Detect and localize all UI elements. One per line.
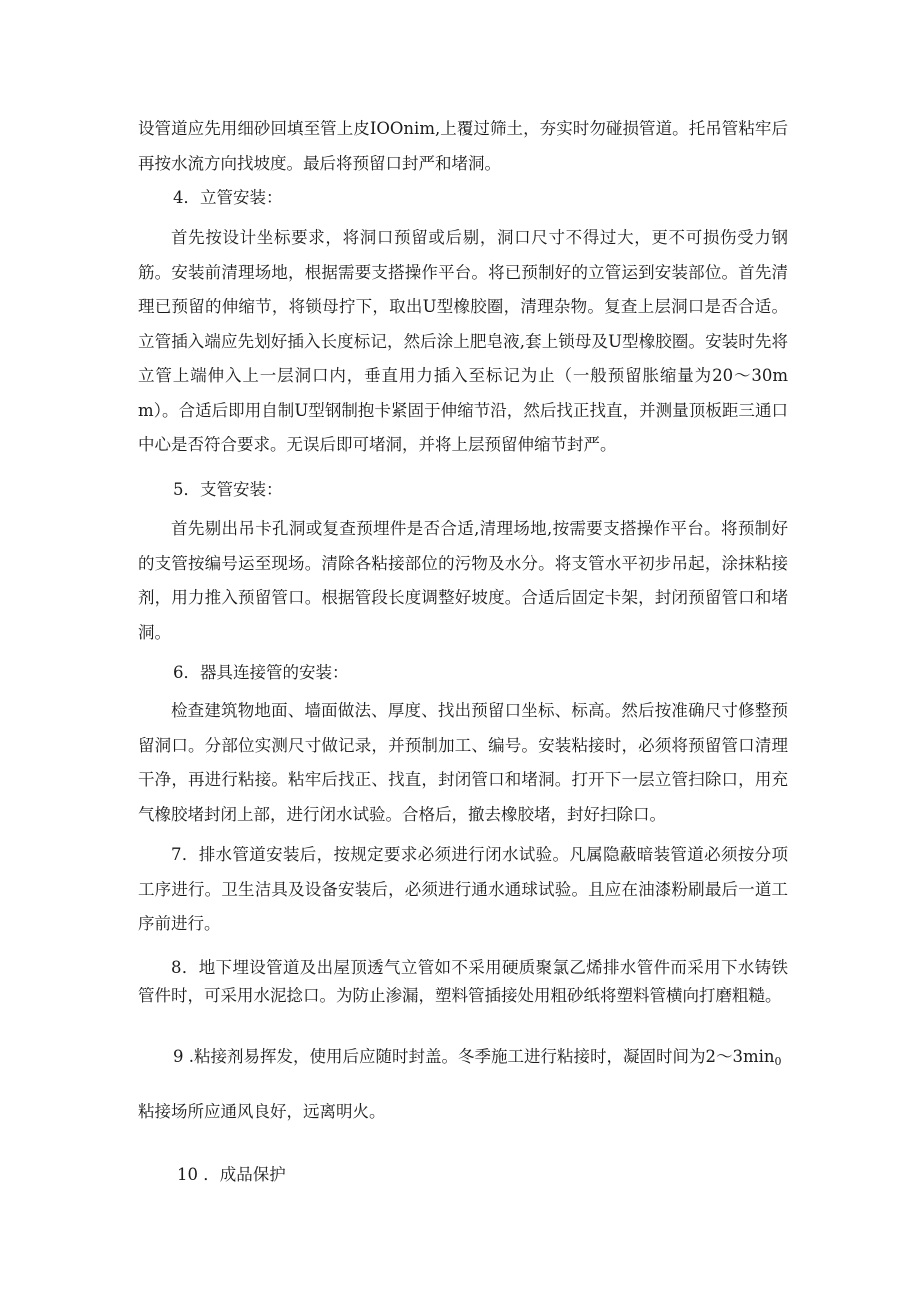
paragraph-underground-pipe: 8．地下埋设管道及出屋顶透气立管如不采用硬质聚氯乙烯排水管件而采用下水铸铁管件时，可采用水泥捻口。为防止渗漏，塑料管插接处用粗砂纸将塑料管横向打磨粗糙。 [138,958,788,1005]
paragraph-intro: 设管道应先用细砂回填至管上皮IOOnim,上覆过筛土，夯实时勿碰损管道。托吊管粘牢后再按水流方向找坡度。最后将预留口封严和堵洞。 [138,119,788,173]
paragraph-fixture-connection: 检查建筑物地面、墙面做法、厚度、找出预留口坐标、标高。然后按准确尺寸修整预留洞口。分部位实测尺寸做记录，并预制加工、编号。安装粘接时，必须将预留管口清理干净，再进行粘接。粘牢后找正、找直，封闭管口和堵洞。打开下一层立管扫除口，用充气橡胶堵封闭上部，进行闭水试验。合格后，撤去橡胶堵，封好扫除口。 [138,701,788,824]
paragraph-drain-test: 7．排水管道安装后，按规定要求必须进行闭水试验。凡属隐蔽暗装管道必须按分项工序进行。卫生洁具及设备安装后，必须进行通水通球试验。且应在油漆粉刷最后一道工序前进行。 [138,845,788,933]
paragraph-adhesive-cont: 粘接场所应通风良好，远离明火。 [138,1102,386,1121]
heading-branch-install: 5．支管安装： [173,480,283,499]
heading-product-protection: 10 ．成品保护 [177,1165,286,1184]
paragraph-branch-install: 首先剔出吊卡孔洞或复查预埋件是否合适,清理场地,按需要支搭操作平台。将预制好的支管按编号运至现场。清除各粘接部位的污物及水分。将支管水平初步吊起，涂抹粘接剂，用力推入预留管口。根据管段长度调整好坡度。合适后固定卡架，封闭预留管口和堵洞。 [138,519,788,642]
adhesive-text: 9 .粘接剂易挥发，使用后应随时封盖。冬季施工进行粘接时，凝固时间为2～3min [173,1047,775,1066]
heading-riser-install: 4．立管安装： [173,188,283,207]
paragraph-riser-install: 首先按设计坐标要求，将洞口预留或后剔，洞口尺寸不得过大，更不可损伤受力钢筋。安装前清理场地，根据需要支搭操作平台。将已预制好的立管运到安装部位。首先清理已预留的伸缩节，将锁母拧下，取出U型橡胶圈，清理杂物。复查上层洞口是否合适。立管插入端应先划好插入长度标记，然后涂上肥皂液,套上锁母及U型橡胶圈。安装时先将立管上端伸入上一层洞口内，垂直用力插入至标记为止（一般预留胀缩量为20～30mm）。合适后即用自制U型钢制抱卡紧固于伸缩节沿，然后找正找直，并测量顶板距三通口中心是否符合要求。无误后即可堵洞，并将上层预留伸缩节封严。 [138,228,788,454]
adhesive-subscript: 0 [774,1055,782,1068]
paragraph-adhesive [173,1040,782,1080]
heading-fixture-connection: 6．器具连接管的安装： [173,663,349,682]
